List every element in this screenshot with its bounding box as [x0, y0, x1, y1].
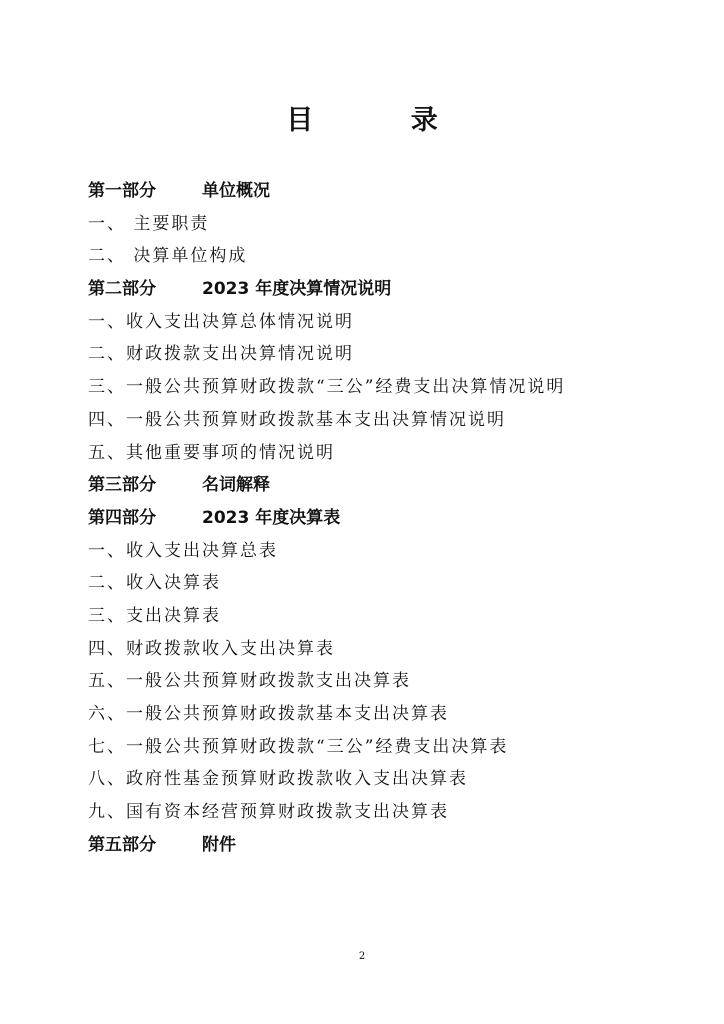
- toc-part-4: [88, 502, 648, 535]
- toc-part-title: 单位概况: [202, 181, 270, 201]
- toc-item: 一、收入支出决算总体情况说明: [88, 311, 354, 332]
- toc-part-3: [88, 469, 648, 502]
- toc-item: 九、国有资本经营预算财政拨款支出决算表: [88, 802, 449, 823]
- toc-part-number: 第三部分: [88, 475, 156, 496]
- toc-part-number: 第二部分: [88, 279, 156, 300]
- toc-item: 二、 决算单位构成: [88, 246, 248, 267]
- toc-item: 三、支出决算表: [88, 605, 221, 626]
- toc-part-number: 第五部分: [88, 834, 156, 855]
- toc-part-title: 附件: [202, 834, 236, 855]
- toc-item: 四、一般公共预算财政拨款基本支出决算情况说明: [88, 409, 506, 430]
- toc-item: 四、财政拨款收入支出决算表: [88, 638, 335, 659]
- toc-item: 八、政府性基金预算财政拨款收入支出决算表: [88, 769, 468, 790]
- toc-part-title: 名词解释: [202, 475, 270, 496]
- toc-part-title: 2023 年度决算表: [202, 507, 341, 528]
- toc-item: 六、一般公共预算财政拨款基本支出决算表: [88, 704, 449, 724]
- toc-item: 一、收入支出决算总表: [88, 540, 278, 561]
- toc-item: 二、收入决算表: [88, 573, 221, 594]
- toc-item: 二、财政拨款支出决算情况说明: [88, 344, 354, 365]
- page-title: 目 录: [286, 105, 482, 136]
- toc-item: 三、一般公共预算财政拨款“三公”经费支出决算情况说明: [88, 377, 566, 398]
- toc-part-1: [88, 175, 648, 208]
- table-of-contents: [88, 175, 648, 861]
- toc-part-number: 第一部分: [88, 181, 156, 201]
- toc-part-title: 2023 年度决算情况说明: [202, 279, 392, 300]
- toc-part-5: [88, 829, 648, 862]
- page-number: 2: [358, 951, 366, 962]
- toc-part-number: 第四部分: [88, 507, 156, 528]
- toc-item: 一、 主要职责: [88, 213, 210, 234]
- toc-part-2: [88, 273, 648, 306]
- toc-item: 七、一般公共预算财政拨款“三公”经费支出决算表: [88, 736, 509, 757]
- toc-item: 五、其他重要事项的情况说明: [88, 442, 335, 463]
- toc-item: 五、一般公共预算财政拨款支出决算表: [88, 671, 411, 692]
